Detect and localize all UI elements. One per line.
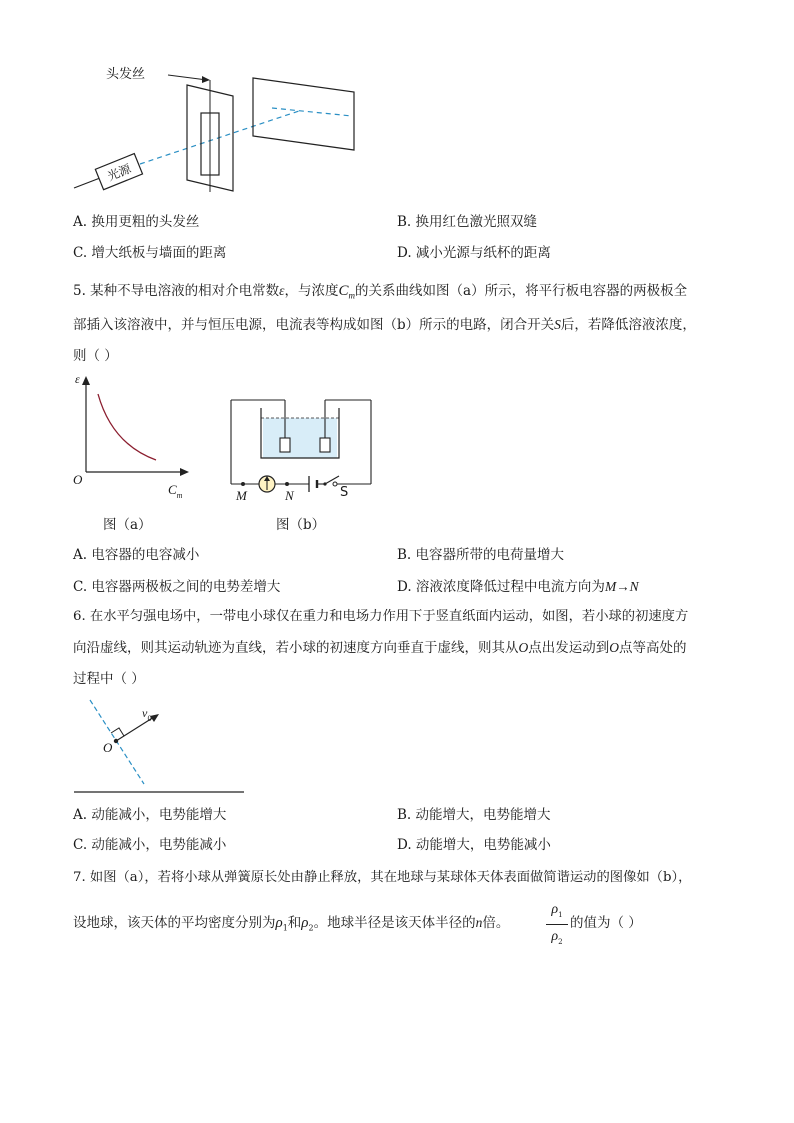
q6-stem-line1: 6. 在水平匀强电场中，一带电小球仅在重力和电场力作用下于竖直纸面内运动，如图，若小球的初速度方 xyxy=(73,609,689,624)
q5b-caption: 图（b） xyxy=(276,517,326,533)
q7-stem-line1: 7. 如图（a），若将小球从弹簧原长处由静止释放，其在地球与某球体天体表面做简谐运动的图像如（b）， xyxy=(73,870,692,885)
q6-figure xyxy=(72,698,252,798)
q6-o-label: O xyxy=(103,740,113,755)
q7-fraction-bar xyxy=(546,924,568,925)
q5-stem-line2: 部插入该溶液中，并与恒压电源，电流表等构成如图（b）所示的电路，闭合开关S后，若降低溶液浓度， xyxy=(73,317,696,333)
q5-option-a[interactable]: A. 电容器的电容减小 xyxy=(73,547,200,563)
q5b-plate-right xyxy=(320,438,330,452)
q5a-curve xyxy=(98,394,156,460)
q7-stem-line2-end: 的值为（ ） xyxy=(570,915,642,931)
q5b-terminal-n xyxy=(285,482,289,486)
q5b-label-m: M xyxy=(236,488,247,503)
q4-light-beam xyxy=(140,110,302,164)
q6-point-o xyxy=(114,739,118,743)
q7-stem-line2: 设地球，该天体的平均密度分别为$\rho_1$和$\rho_2$。地球半径是该天体半径的n倍。 xyxy=(73,915,510,933)
q5b-terminal-m xyxy=(241,482,245,486)
q7-fraction xyxy=(546,900,568,950)
q6-option-d[interactable]: D. 动能增大，电势能减小 xyxy=(397,837,551,853)
q6-v0-label: $v_0$ xyxy=(142,706,152,724)
q5a-y-arrow xyxy=(82,376,90,385)
q7-fraction-numerator: $\rho_1$ xyxy=(551,902,563,920)
q5b-label-n: N xyxy=(285,488,294,503)
q6-option-a[interactable]: A. 动能减小，电势能增大 xyxy=(73,807,227,823)
q5-stem-line1: 5. 某种不导电溶液的相对介电常数ε，与浓度$C_m$的关系曲线如图（a）所示，将平行板电容器的两极板全 xyxy=(73,283,688,301)
q4-light-source-box xyxy=(95,154,142,190)
q6-option-c[interactable]: C. 动能减小，电势能减小 xyxy=(73,837,227,853)
q4-option-a[interactable]: A. 换用更粗的头发丝 xyxy=(73,214,200,230)
q5a-origin: O xyxy=(73,472,83,487)
q4-option-b[interactable]: B. 换用红色激光照双缝 xyxy=(397,214,538,230)
q4-screen xyxy=(253,78,354,150)
q4-option-c[interactable]: C. 增大纸板与墙面的距离 xyxy=(73,245,227,261)
q4-hair-arrowhead xyxy=(202,76,210,83)
q4-beam-reflect xyxy=(272,108,352,116)
q5a-x-arrow xyxy=(180,468,189,476)
q5-figure-b xyxy=(225,394,385,494)
q5b-label-s: S xyxy=(340,485,349,500)
q6-stem-line2: 向沿虚线，则其运动轨迹为直线，若小球的初速度方向垂直于虚线，则其从O点出发运动到O点等高处的 xyxy=(73,640,687,656)
q5-option-b[interactable]: B. 电容器所带的电荷量增大 xyxy=(397,547,565,563)
q5a-x-label: $C_m$ xyxy=(168,482,183,501)
q5b-switch-contact xyxy=(333,482,337,486)
q4-hair-arrow xyxy=(168,75,207,80)
q5a-y-label: ε xyxy=(75,372,80,386)
q4-light-label: 光源 xyxy=(105,161,134,184)
q5-option-c[interactable]: C. 电容器两极板之间的电势差增大 xyxy=(73,579,281,595)
q6-stem-line3: 过程中（ ） xyxy=(73,671,145,687)
q5-stem-line3: 则（ ） xyxy=(73,348,118,364)
q4-option-d[interactable]: D. 减小光源与纸杯的距离 xyxy=(397,245,551,261)
q6-option-b[interactable]: B. 动能增大，电势能增大 xyxy=(397,807,551,823)
q5-option-d[interactable]: D. 溶液浓度降低过程中电流方向为M→N xyxy=(397,579,639,595)
q5a-caption: 图（a） xyxy=(103,517,152,533)
q4-hair-label: 头发丝 xyxy=(106,67,146,82)
q5b-plate-left xyxy=(280,438,290,452)
q4-source-line xyxy=(74,178,100,188)
q7-fraction-denominator: $\rho_2$ xyxy=(551,929,563,947)
